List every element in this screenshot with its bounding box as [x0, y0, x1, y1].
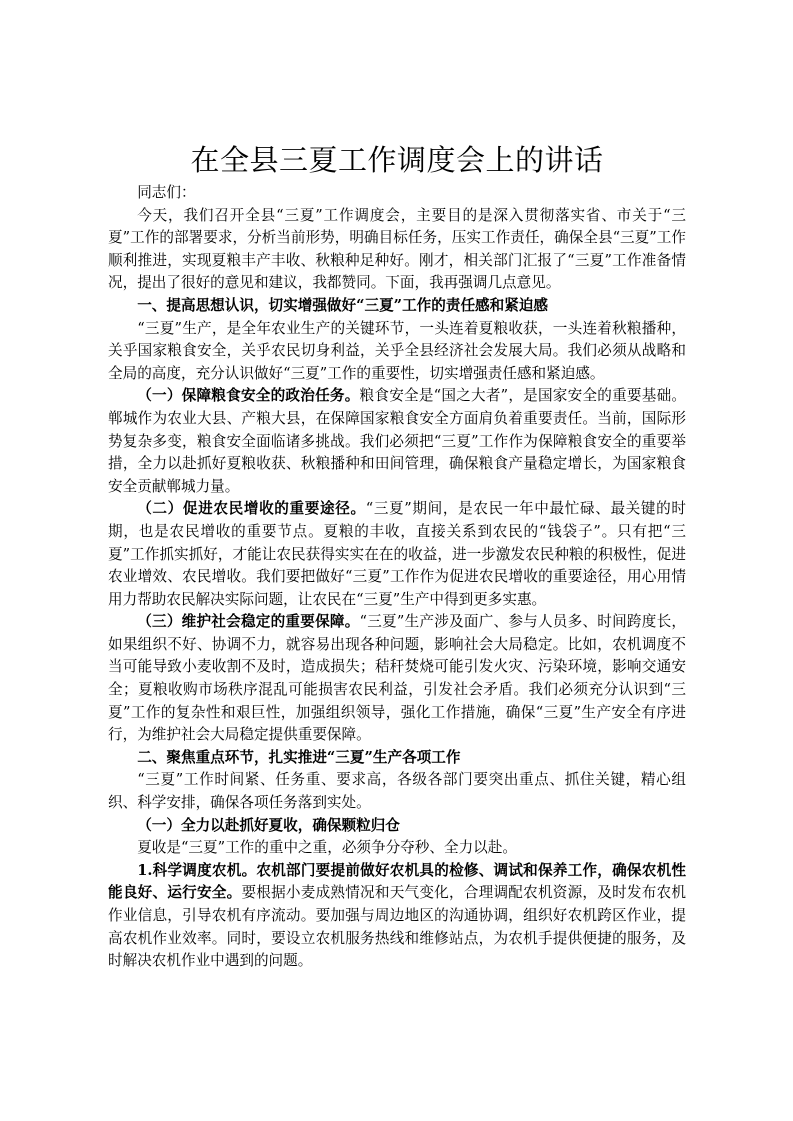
item-lead: （三）维护社会稳定的重要保障。 [137, 613, 360, 631]
salutation: 同志们： [137, 184, 196, 201]
point-text: 要根据小麦成熟情况和天气变化，合理调配农机资源，及时发布农机作业信息，引导农机有序流动。要加强与周边地区的沟通协调，组织好农机跨区作业，提高农机作业效率。同时，要设立农机服务热线和维修站点，为农机手提供便捷的服务，及时解决农机作业中遇到的问题。 [108, 884, 686, 970]
item-lead: （二）促进农民增收的重要途径。 [137, 500, 366, 518]
point-lead: 1.科学调度农机。农机部门要提前做好农机具的检修、调试和保养工作，确保农机性能良好、运行安全。 [108, 861, 686, 902]
section-heading-1: 一、提高思想认识，切实增强做好“三夏”工作的责任感和紧迫感 [137, 296, 549, 314]
section-2-body: “三夏”工作时间紧、任务重、要求高，各级各部门要突出重点、抓住关键，精心组织、科学安排，确保各项任务落到实处。 [108, 771, 686, 812]
section-1-item-3 [108, 611, 686, 747]
section-1-item-1 [108, 385, 686, 498]
item-lead: （一）保障粮食安全的政治任务。 [137, 387, 360, 405]
subsection-1-point-1 [108, 860, 686, 973]
intro-paragraph: 今天，我们召开全县“三夏”工作调度会，主要目的是深入贯彻落实省、市关于“三夏”工作的部署要求，分析当前形势，明确目标任务，压实工作责任，确保全县“三夏”工作顺利推进，实现夏粮丰产丰收、秋粮种足种好。刚才，相关部门汇报了“三夏”工作准备情况，提出了很好的意见和建议，我都赞同。下面，我再强调几点意见。 [108, 206, 686, 292]
item-text: “三夏”生产涉及面广、参与人员多、时间跨度长，如果组织不好、协调不力，就容易出现各种问题，影响社会大局稳定。比如，农机调度不当可能导致小麦收割不及时，造成损失；秸秆焚烧可能引发火灾、污染环境，影响交通安全；夏粮收购市场秩序混乱可能损害农民利益，引发社会矛盾。我们必须充分认识到“三夏”工作的复杂性和艰巨性，加强组织领导，强化工作措施，确保“三夏”生产安全有序进行，为维护社会大局稳定提供重要保障。 [108, 613, 686, 744]
section-heading-2: 二、聚焦重点环节，扎实推进“三夏”生产各项工作 [137, 748, 461, 766]
section-1-item-2 [108, 498, 686, 611]
page-title: 在全县三夏工作调度会上的讲话 [190, 143, 604, 177]
subsection-1-body: 夏收是“三夏”工作的重中之重，必须争分夺秒、全力以赴。 [137, 839, 517, 857]
section-1-body: “三夏”生产，是全年农业生产的关键环节，一头连着夏粮收获，一头连着秋粮播种，关乎国家粮食安全，关乎农民切身利益，关乎全县经济社会发展大局。我们必须从战略和全局的高度，充分认识做好“三夏”工作的重要性，切实增强责任感和紧迫感。 [108, 319, 686, 382]
item-text: 粮食安全是“国之大者”，是国家安全的重要基础。郸城作为农业大县、产粮大县，在保障国家粮食安全方面肩负着重要责任。当前，国际形势复杂多变，粮食安全面临诸多挑战。我们必须把“三夏”工作作为保障粮食安全的重要举措，全力以赴抓好夏粮收获、秋粮播种和田间管理，确保粮食产量稳定增长，为国家粮食安全贡献郸城力量。 [108, 387, 686, 495]
item-text: “三夏”期间，是农民一年中最忙碌、最关键的时期，也是农民增收的重要节点。夏粮的丰收，直接关系到农民的“钱袋子”。只有把“三夏”工作抓实抓好，才能让农民获得实实在在的收益，进一步激发农民种粮的积极性，促进农业增效、农民增收。我们要把做好“三夏”工作作为促进农民增收的重要途径，用心用情用力帮助农民解决实际问题，让农民在“三夏”生产中得到更多实惠。 [108, 500, 686, 608]
subsection-heading-1: （一）全力以赴抓好夏收，确保颗粒归仓 [137, 816, 400, 834]
document-page [108, 140, 686, 973]
